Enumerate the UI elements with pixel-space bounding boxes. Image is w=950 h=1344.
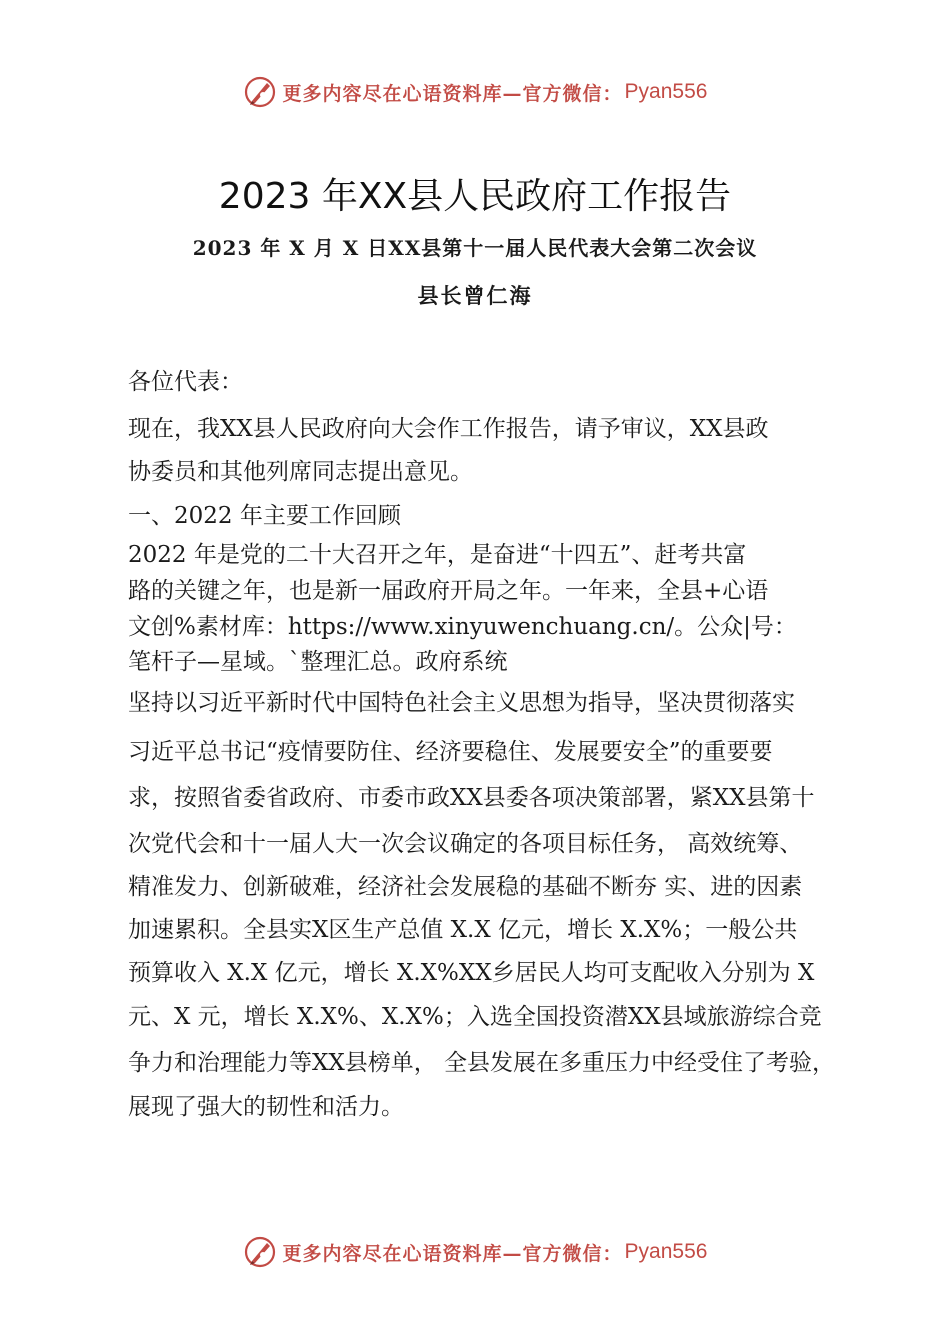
document-subtitle: 2023 年 X 月 X 日XX县第十一届人民代表大会第二次会议 [192,236,758,260]
body-line: 2022 年是党的二十大召开之年，是奋进“十四五”、赶考共富 [128,542,747,568]
watermark-footer [0,1230,950,1274]
body-line: 习近平总书记“疫情要防住、经济要稳住、发展要安全”的重要要 [128,739,773,765]
watermark-handle: Pyan556 [624,80,708,103]
body-line: 元、X 元，增长 X.X%、X.X%；入选全国投资潜XX县域旅游综合竞 [128,1004,822,1030]
body-line: 笔杆子—星域。`整理汇总。政府系统 [128,649,508,675]
pen-logo-icon [243,75,277,109]
body-line: 次党代会和十一届人大一次会议确定的各项目标任务， 高效统筹、 [128,831,803,857]
body-line: 求，按照省委省政府、市委市政XX县委各项决策部署，紧XX县第十 [128,785,815,811]
body-line: 路的关键之年，也是新一届政府开局之年。一年来，全县+心语 [128,578,769,604]
document-author: 县长曾仁海 [417,283,533,308]
watermark-text: 更多内容尽在心语资料库—官方微信： [282,1242,623,1265]
body-line: 预算收入 X.X 亿元，增长 X.X%XX乡居民人均可支配收入分别为 X [128,960,815,986]
document-title: 2023 年XX县人民政府工作报告 [218,176,732,217]
body-line: 现在，我XX县人民政府向大会作工作报告，请予审议，XX县政 [128,416,769,442]
body-line: 各位代表： [128,369,243,395]
body-line: 争力和治理能力等XX县榜单， 全县发展在多重压力中经受住了考验， [128,1050,836,1076]
watermark-handle: Pyan556 [624,1240,708,1263]
watermark-text: 更多内容尽在心语资料库—官方微信： [282,82,623,105]
pen-logo-icon [243,1235,277,1269]
body-line: 加速累积。全县实X区生产总值 X.X 亿元，增长 X.X%；一般公共 [128,917,798,943]
body-line: 坚持以习近平新时代中国特色社会主义思想为指导，坚决贯彻落实 [128,690,795,716]
watermark-header [0,70,950,114]
body-line: 协委员和其他列席同志提出意见。 [128,459,473,485]
body-line: 文创%素材库：https://www.xinyuwenchuang.cn/。公众|号： [128,614,797,640]
body-line: 精准发力、创新破难，经济社会发展稳的基础不断夯 实、进的因素 [128,874,803,900]
body-line: 展现了强大的韧性和活力。 [128,1094,404,1120]
section-heading: 一、2022 年主要工作回顾 [128,503,401,529]
